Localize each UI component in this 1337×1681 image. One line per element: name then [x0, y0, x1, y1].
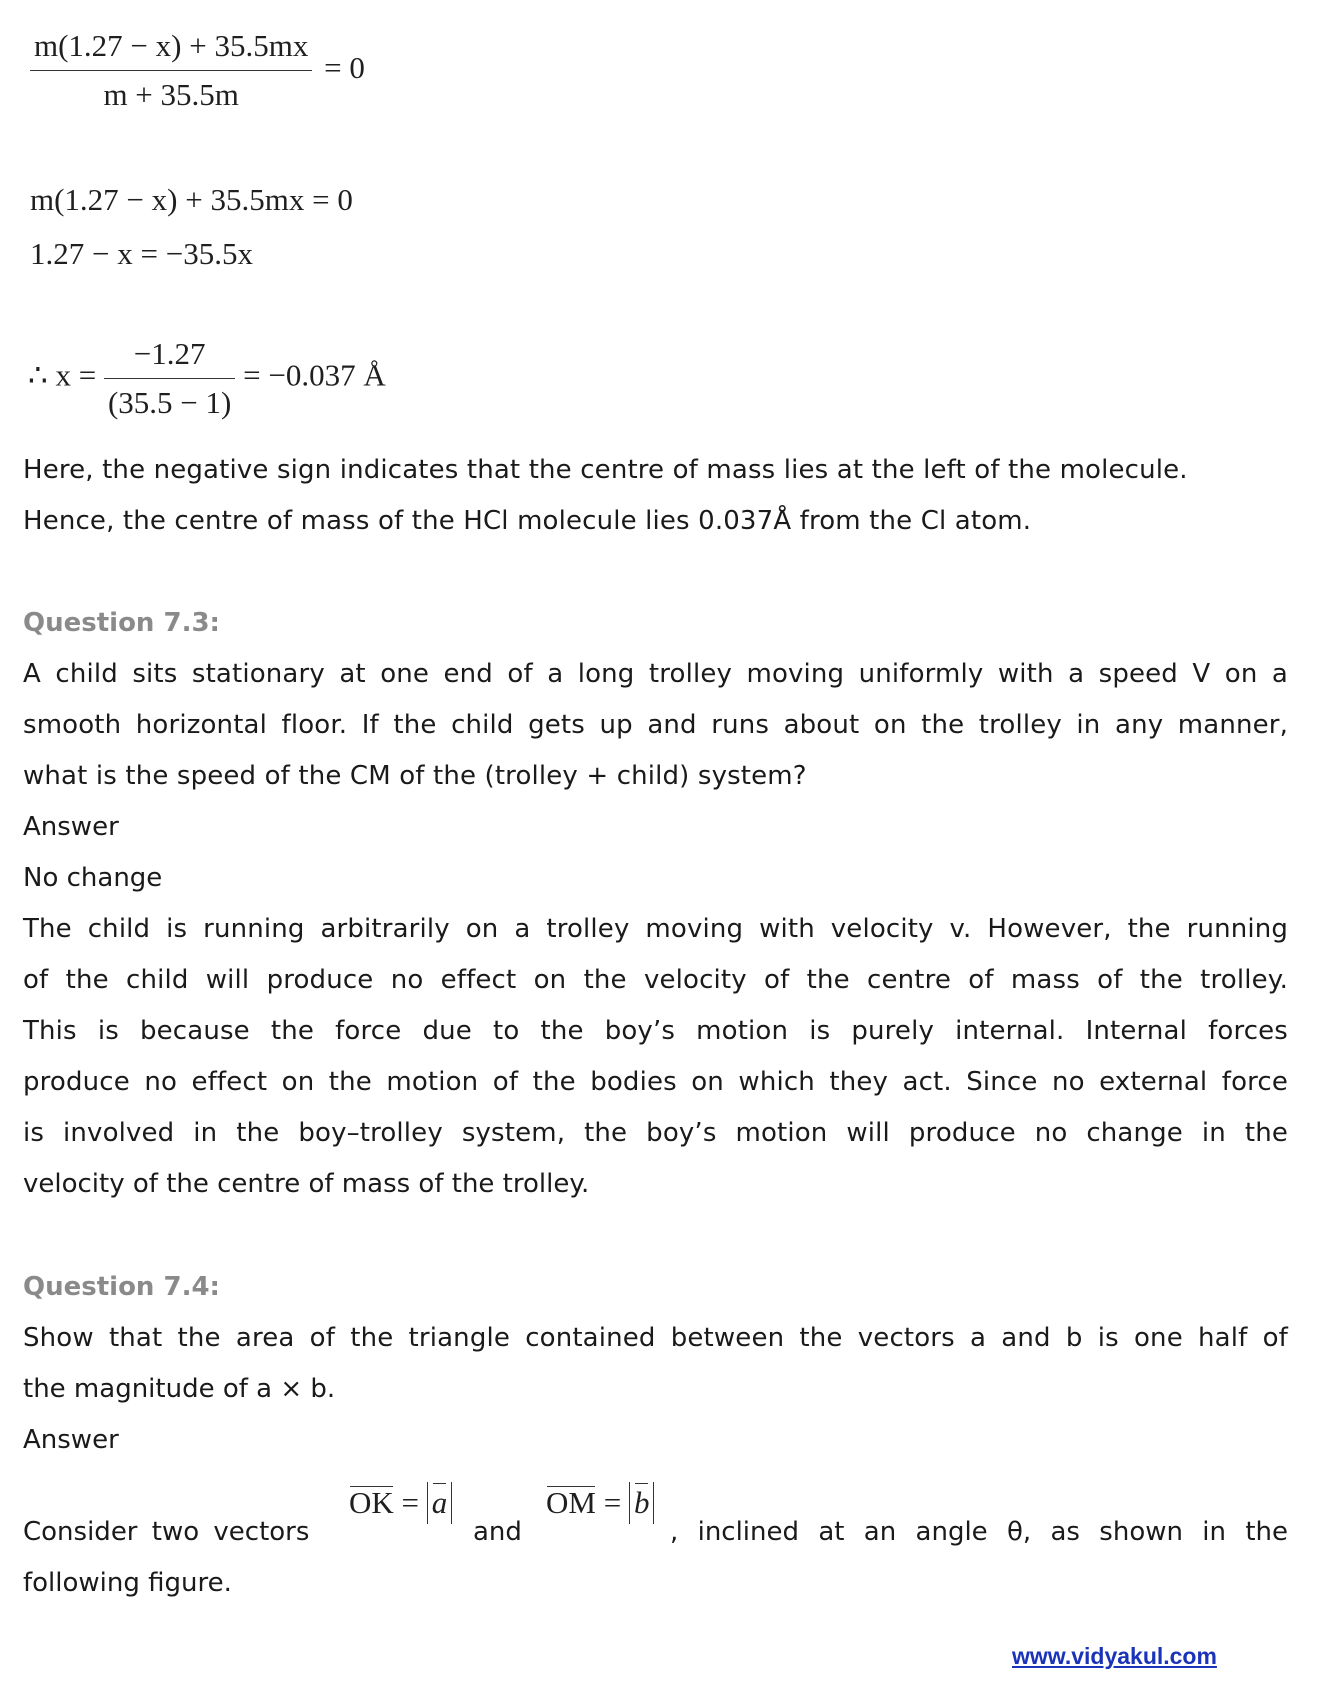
answer-label-7-3: Answer	[23, 812, 119, 842]
p2-line2: smooth horizontal floor. If the child gets up and runs about on the trolley in any manner,	[23, 710, 1288, 740]
p2-line3: what is the speed of the CM of the (trolley + child) system?	[23, 761, 807, 791]
question-7-4-heading: Question 7.4:	[23, 1272, 220, 1302]
equation-4	[28, 336, 386, 421]
equation-3: 1.27 − x = −35.5x	[30, 236, 253, 271]
vector-a-magnitude	[427, 1482, 453, 1524]
vector-ok: OK	[349, 1485, 394, 1520]
equation-4-rhs: = −0.037 Å	[243, 357, 386, 393]
equation-1-rhs: = 0	[324, 49, 365, 85]
equation-1-fraction	[30, 28, 312, 113]
vector-b: b	[634, 1482, 650, 1524]
equation-1-numerator: m(1.27 − x) + 35.5mx	[30, 28, 312, 71]
equation-1-denominator: m + 35.5m	[103, 77, 239, 112]
equation-4-denominator: (35.5 − 1)	[107, 385, 232, 420]
following-text: following figure.	[23, 1568, 232, 1598]
question-7-3-heading: Question 7.3:	[23, 608, 220, 638]
equation-4-fraction	[104, 336, 235, 421]
vector-b-magnitude	[629, 1482, 655, 1524]
p3-line5: is involved in the boy–trolley system, the boy’s motion will produce no change in the	[23, 1118, 1288, 1148]
inclined-text: , inclined at an angle θ, as shown in the	[670, 1517, 1288, 1547]
p3-line1: The child is running arbitrarily on a trolley moving with velocity v. However, the running	[23, 914, 1288, 944]
p3-line2: of the child will produce no effect on the velocity of the centre of mass of the trolley.	[23, 965, 1288, 995]
p2-line1: A child sits stationary at one end of a long trolley moving uniformly with a speed V on a	[23, 659, 1288, 689]
equation-4-lhs: ∴ x =	[28, 357, 97, 393]
p4-line2: the magnitude of a × b.	[23, 1374, 336, 1404]
equation-4-numerator: −1.27	[104, 336, 235, 379]
vector-om: OM	[546, 1485, 596, 1520]
p3-line3: This is because the force due to the boy’s motion is purely internal. Internal forces	[23, 1016, 1288, 1046]
vidyakul-link[interactable]: www.vidyakul.com	[1012, 1643, 1217, 1669]
equation-2: m(1.27 − x) + 35.5mx = 0	[30, 182, 353, 217]
vector-a: a	[432, 1482, 448, 1524]
vector-ok-expression: OK = a	[349, 1482, 452, 1524]
p3-line4: produce no effect on the motion of the bodies on which they act. Since no external force	[23, 1067, 1288, 1097]
vector-om-expression: OM = b	[546, 1482, 654, 1524]
short-answer: No change	[23, 863, 163, 893]
consider-text: Consider two vectors	[23, 1517, 310, 1547]
q74-question-line1: Show that the area of the triangle contained between the vectors a and b is one half of	[23, 1323, 1288, 1353]
p4-line1	[23, 1313, 1288, 1364]
p1-line1: Here, the negative sign indicates that the centre of mass lies at the left of the molecule.	[23, 455, 1188, 485]
p1-line2: Hence, the centre of mass of the HCl molecule lies 0.037Å from the Cl atom.	[23, 506, 1032, 536]
answer-label-7-4: Answer	[23, 1425, 119, 1455]
and-text: and	[473, 1517, 522, 1547]
p3-line6: velocity of the centre of mass of the trolley.	[23, 1169, 590, 1199]
equation-1	[30, 28, 365, 113]
